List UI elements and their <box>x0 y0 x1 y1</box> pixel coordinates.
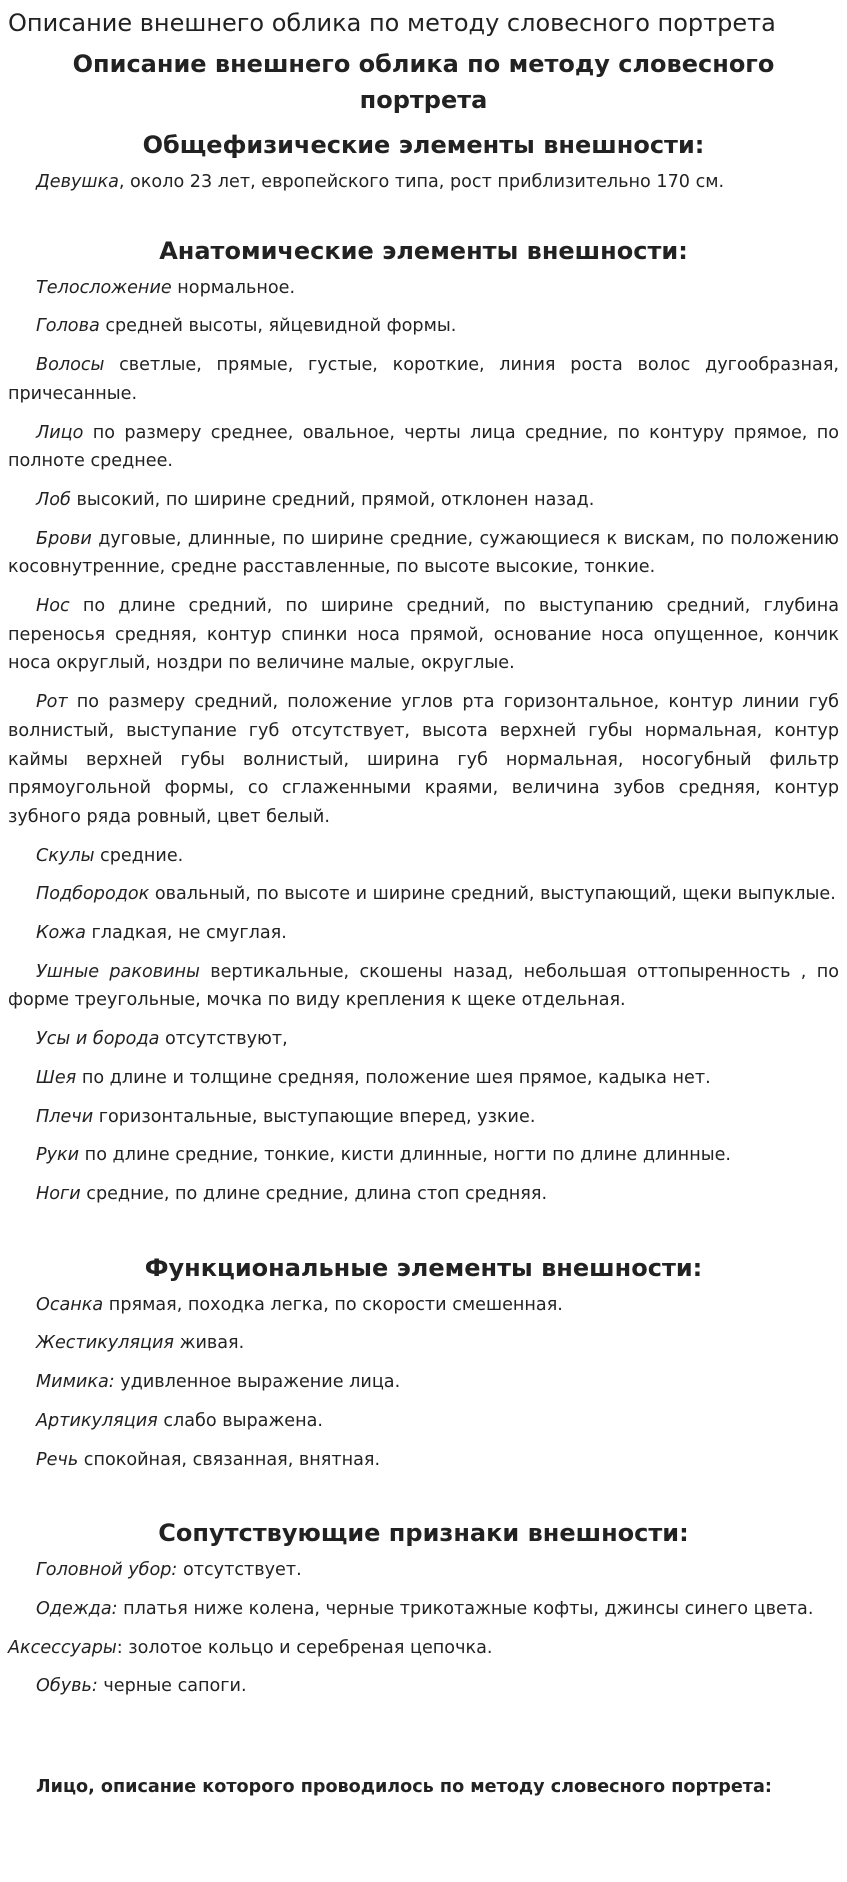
description: удивленное выражение лица. <box>114 1372 401 1393</box>
paragraph <box>8 1025 839 1054</box>
description: , около 23 лет, европейского типа, рост приблизительно 170 см. <box>118 172 725 192</box>
description: средние, по длине средние, длина стоп средняя. <box>80 1183 548 1204</box>
description: по размеру средний, положение углов рта горизонтальное, контур линии губ волнистый, выступание губ отсутствует, высота верхней губы нормальная, контур каймы верхней губы волнистый, ширина губ нормальная, носогубный фильтр прямоугольной формы, со сглаженными краями, величина зубов средняя, контур зубного ряда ровный, цвет белый. <box>8 692 839 827</box>
paragraph <box>8 1368 839 1397</box>
term: Усы и борода <box>36 1029 160 1050</box>
final-note: Лицо, описание которого проводилось по методу словесного портрета: <box>36 1777 772 1798</box>
section-heading-general: Общефизические элементы внешности: <box>142 131 705 159</box>
description: средние. <box>94 845 184 866</box>
paragraph <box>8 1141 839 1170</box>
term: Обувь: <box>36 1676 98 1697</box>
term: Волосы <box>36 355 105 376</box>
description: прямая, походка легка, по скорости смешенная. <box>103 1294 563 1315</box>
term: Одежда: <box>36 1598 118 1619</box>
term: Голова <box>36 316 100 337</box>
paragraph <box>8 958 839 1015</box>
section-heading-anatomical: Анатомические элементы внешности: <box>159 236 688 265</box>
description: по размеру среднее, овальное, черты лица средние, по контуру прямое, по полноте среднее. <box>8 422 839 472</box>
paragraph <box>8 312 839 341</box>
paragraph <box>8 525 839 582</box>
paragraph <box>8 1407 839 1436</box>
term: Осанка <box>36 1294 104 1315</box>
description: гладкая, не смуглая. <box>85 923 287 944</box>
section-accompanying <box>8 1556 839 1701</box>
paragraph <box>8 1291 839 1320</box>
paragraph <box>8 592 839 678</box>
paragraph <box>8 919 839 948</box>
term: Брови <box>36 528 92 549</box>
description: нормальное. <box>171 277 296 298</box>
term: Ноги <box>36 1183 81 1204</box>
term: Нос <box>36 596 70 617</box>
term: Жестикуляция <box>36 1333 174 1354</box>
paragraph <box>8 1556 839 1585</box>
section-heading-functional: Функциональные элементы внешности: <box>144 1253 703 1282</box>
term: Речь <box>36 1449 79 1470</box>
description: по длине средний, по ширине средний, по выступанию средний, глубина переносья средняя, контур спинки носа прямой, основание носа опущенное, кончик носа округлый, ноздри по величине малые, округлые. <box>8 596 839 674</box>
paragraph <box>8 1180 839 1209</box>
section-general <box>8 168 839 197</box>
description: спокойная, связанная, внятная. <box>78 1449 381 1470</box>
section-heading-accompanying: Сопутствующие признаки внешности: <box>158 1519 689 1548</box>
paragraph <box>8 1634 839 1663</box>
description: горизонтальные, выступающие вперед, узкие. <box>93 1106 536 1127</box>
description: : золотое кольцо и серебреная цепочка. <box>116 1637 493 1658</box>
paragraph <box>8 1672 839 1701</box>
description: светлые, прямые, густые, короткие, линия роста волос дугообразная, причесанные. <box>8 355 839 404</box>
term: Плечи <box>36 1106 94 1127</box>
term: Руки <box>36 1145 80 1166</box>
term: Ушные раковины <box>36 961 200 982</box>
term: Лицо <box>36 422 84 443</box>
term: Кожа <box>36 923 86 944</box>
section-anatomical <box>8 274 839 1209</box>
description: овальный, по высоте и ширине средний, выступающий, щеки выпуклые. <box>149 884 836 905</box>
paragraph <box>8 486 839 515</box>
term: Рот <box>36 692 68 713</box>
description: средней высоты, яйцевидной формы. <box>99 316 457 337</box>
paragraph <box>8 168 839 197</box>
description: дуговые, длинные, по ширине средние, сужающиеся к вискам, по положению косовнутренние, средне расставленные, по высоте высокие, тонкие. <box>8 528 839 578</box>
paragraph <box>8 1329 839 1358</box>
description: высокий, по ширине средний, прямой, отклонен назад. <box>70 489 595 510</box>
term: Девушка <box>36 172 119 192</box>
term: Головной убор: <box>36 1560 178 1581</box>
document-title: Описание внешнего облика по методу словесного портрета <box>72 50 775 114</box>
paragraph <box>8 842 839 871</box>
paragraph <box>8 1103 839 1132</box>
description: черные сапоги. <box>97 1676 247 1697</box>
term: Шея <box>36 1067 77 1088</box>
term: Скулы <box>36 845 95 866</box>
paragraph <box>8 419 839 476</box>
term: Подбородок <box>36 884 150 905</box>
paragraph <box>8 688 839 832</box>
description: живая. <box>174 1333 245 1354</box>
description: отсутствует. <box>177 1560 302 1581</box>
paragraph <box>8 880 839 909</box>
paragraph <box>8 274 839 303</box>
description: платья ниже колена, черные трикотажные кофты, джинсы синего цвета. <box>117 1598 814 1619</box>
term: Телосложение <box>36 277 172 298</box>
description: по длине и толщине средняя, положение шея прямое, кадыка нет. <box>76 1067 711 1088</box>
term: Лоб <box>36 489 71 510</box>
paragraph <box>8 1446 839 1475</box>
description: отсутствуют, <box>159 1029 288 1050</box>
term: Аксессуары <box>8 1637 117 1658</box>
description: вертикальные, скошены назад, небольшая оттопыренность , по форме треугольные, мочка по виду крепления к щеке отдельная. <box>8 961 839 1011</box>
paragraph <box>8 351 839 408</box>
window-title: Описание внешнего облика по методу словесного портрета <box>8 9 776 37</box>
term: Артикуляция <box>36 1410 158 1431</box>
description: по длине средние, тонкие, кисти длинные, ногти по длине длинные. <box>79 1145 731 1166</box>
term: Мимика: <box>36 1372 115 1393</box>
section-functional <box>8 1291 839 1475</box>
paragraph <box>8 1595 839 1624</box>
paragraph <box>8 1064 839 1093</box>
description: слабо выражена. <box>157 1410 324 1431</box>
